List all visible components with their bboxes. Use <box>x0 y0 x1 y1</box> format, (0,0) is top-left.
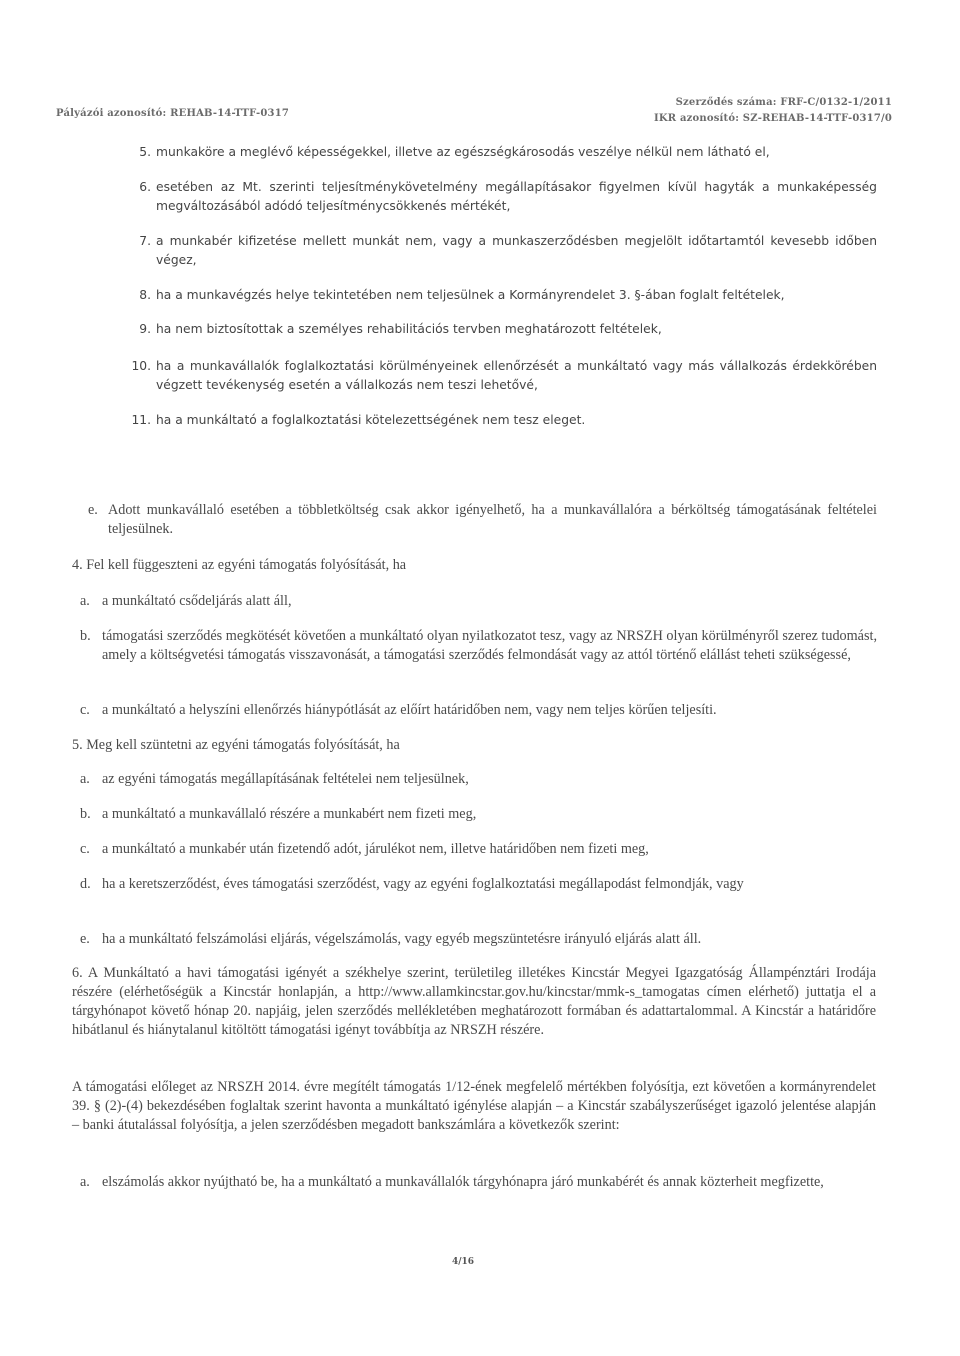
list-item-text: a munkáltató a munkavállaló részére a munkabért nem fizeti meg, <box>102 806 477 822</box>
header-contract-number: Szerződés száma: FRF-C/0132-1/2011 <box>675 97 892 108</box>
list-item-11 <box>120 411 877 430</box>
section-4-item-b <box>80 627 877 665</box>
list-item-text: ha a munkavállalók foglalkoztatási körülményeinek ellenőrzését a munkáltató vagy más vállalkozás érdekkörében végzett tevékenység esetén a vállalkozás nem teszi lehetővé, <box>156 359 877 392</box>
settlement-item-a <box>80 1173 877 1192</box>
list-item-text: ha a keretszerződést, éves támogatási szerződést, vagy az egyéni foglalkoztatási megállapodást felmondják, vagy <box>102 876 744 892</box>
section-5-item-c <box>80 840 877 859</box>
advance-payment-paragraph: A támogatási előleget az NRSZH 2014. évre megítélt támogatás 1/12-ének megfelelő mértékben folyósítja, ezt követően a kormányrendelet 39. § (2)-(4) bekezdésében foglaltak szerint havonta a munkáltató igénylése alapján – a Kincstár szabályszerűséget igazoló jelentése alapján – banki átutalással folyósítja, a jelen szerződésben megadott bankszámlára a következők szerint: <box>72 1079 876 1133</box>
list-item-6 <box>120 178 877 216</box>
list-item-text: a munkáltató csődeljárás alatt áll, <box>102 593 292 609</box>
list-item-letter: c. <box>80 702 90 718</box>
list-item-text: ha nem biztosítottak a személyes rehabilitációs tervben meghatározott feltételek, <box>156 322 662 336</box>
list-item-text: munkaköre a meglévő képességekkel, illetve az egészségkárosodás veszélye nélkül nem látható el, <box>156 145 770 159</box>
list-item-letter: a. <box>80 1174 90 1190</box>
list-item-text: Adott munkavállaló esetében a többletköltség csak akkor igényelhető, ha a munkavállalóra a bérköltség támogatásának feltételei teljesülnek. <box>108 502 877 537</box>
list-item-letter: e. <box>80 931 90 947</box>
list-item-number: 8. <box>139 288 151 302</box>
list-item-number: 11. <box>131 413 151 427</box>
list-item-letter: e. <box>88 502 98 518</box>
list-item-text: az egyéni támogatás megállapításának feltételei nem teljesülnek, <box>102 771 469 787</box>
list-item-letter: b. <box>80 628 91 644</box>
list-item-7 <box>120 232 877 270</box>
list-item-number: 6. <box>139 180 151 194</box>
list-item-10 <box>120 357 877 395</box>
list-item-text: a munkáltató a munkabér után fizetendő adót, járulékot nem, illetve határidőben nem fizeti meg, <box>102 841 649 857</box>
section-5-heading: 5. Meg kell szüntetni az egyéni támogatás folyósítását, ha <box>72 737 400 753</box>
list-item-text: ha a munkavégzés helye tekintetében nem teljesülnek a Kormányrendelet 3. §-ában foglalt feltételek, <box>156 288 785 302</box>
list-item-e <box>88 501 877 539</box>
list-item-8 <box>120 286 877 305</box>
list-item-number: 10. <box>131 359 151 373</box>
list-item-number: 5. <box>139 145 151 159</box>
list-item-letter: b. <box>80 806 91 822</box>
section-4-item-c <box>80 701 877 720</box>
list-item-letter: d. <box>80 876 91 892</box>
list-item-letter: a. <box>80 771 90 787</box>
section-6-paragraph: 6. A Munkáltató a havi támogatási igényét a székhelye szerint, területileg illetékes Kincstár Megyei Igazgatóság Állampénztári Irodája részére (elérhetőségük a Kincstár honlapján, a http://www.allamkincstar.gov.hu/kincstar/mmk-s_tamogatas címen elérhető) juttatja el a tárgyhónapot követő hónap 20. napjáig, jelen szerződés mellékletében meghatározott formában és adattartalommal. A Kincstár a határidőre hibátlanul és hiánytalanul kitöltött támogatási igényt továbbítja az NRSZH részére. <box>72 965 876 1038</box>
list-item-text: a munkáltató a helyszíni ellenőrzés hiánypótlását az előírt határidőben nem, vagy nem teljes körűen teljesíti. <box>102 702 717 718</box>
list-item-text: a munkabér kifizetése mellett munkát nem, vagy a munkaszerződésben megjelölt időtartamtól kevesebb időben végez, <box>156 234 877 267</box>
section-4-item-a <box>80 592 877 611</box>
list-item-letter: a. <box>80 593 90 609</box>
header-ikr-id: IKR azonosító: SZ-REHAB-14-TTF-0317/0 <box>653 113 892 124</box>
list-item-text: elszámolás akkor nyújtható be, ha a munkáltató a munkavállalók tárgyhónapra járó munkabérét és annak közterheit megfizette, <box>102 1174 824 1190</box>
section-5-item-b <box>80 805 877 824</box>
section-4-heading: 4. Fel kell függeszteni az egyéni támogatás folyósítását, ha <box>72 557 407 573</box>
list-item-9 <box>120 320 877 339</box>
list-item-letter: c. <box>80 841 90 857</box>
list-item-number: 7. <box>139 234 151 248</box>
page-number: 4/16 <box>452 1257 475 1267</box>
section-5-item-a <box>80 770 877 789</box>
list-item-text: esetében az Mt. szerinti teljesítménykövetelmény megállapításakor figyelmen kívül hagyták a munkaképesség megváltozásából adódó teljesítménycsökkenés mértékét, <box>156 180 877 213</box>
list-item-text: ha a munkáltató a foglalkoztatási kötelezettségének nem tesz eleget. <box>156 413 586 427</box>
list-item-5 <box>120 143 877 162</box>
header-applicant-id: Pályázói azonosító: REHAB-14-TTF-0317 <box>56 108 290 119</box>
list-item-text: ha a munkáltató felszámolási eljárás, végelszámolás, vagy egyéb megszüntetésre irányuló eljárás alatt áll. <box>102 931 702 947</box>
section-5-item-d <box>80 875 877 894</box>
list-item-text: támogatási szerződés megkötését követően a munkáltató olyan nyilatkozatot tesz, vagy az NRSZH olyan körülményről szerez tudomást, amely a költségvetési támogatás visszavonását, a támogatási szerződés felmondását vagy az attól történő elállást teheti szükségessé, <box>102 628 877 663</box>
section-5-item-e <box>80 930 877 949</box>
list-item-number: 9. <box>139 322 151 336</box>
